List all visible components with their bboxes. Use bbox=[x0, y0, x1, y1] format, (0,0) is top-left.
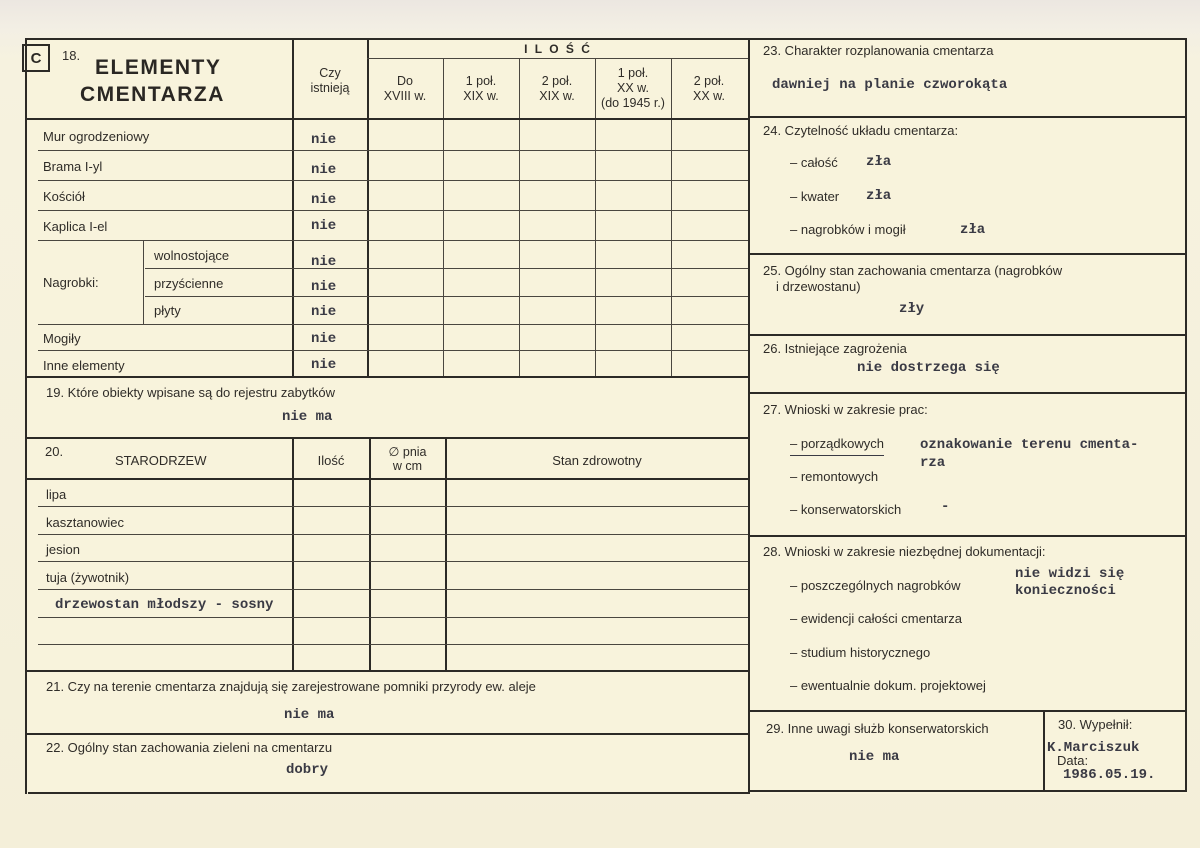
q28-item1: – poszczególnych nagrobków bbox=[790, 578, 961, 593]
element-value-graves: nie bbox=[311, 331, 337, 347]
q27-item1-value1: oznakowanie terenu cmenta- bbox=[920, 437, 1139, 453]
element-value-wall-mounted: nie bbox=[311, 279, 337, 295]
q20-title: STARODRZEW bbox=[115, 453, 207, 468]
section-letter: C bbox=[30, 49, 42, 67]
q21-label: 21. Czy na terenie cmentarza znajdują się zarejestrowane pomniki przyrody ew. aleje bbox=[46, 679, 536, 694]
q27-item3-value: - bbox=[941, 499, 950, 515]
element-label-other: Inne elementy bbox=[43, 358, 125, 373]
q25-answer: zły bbox=[899, 301, 925, 317]
q24-item2-value: zła bbox=[866, 188, 892, 204]
element-label-graves: Mogiły bbox=[43, 331, 81, 346]
q21-answer: nie ma bbox=[284, 707, 335, 723]
q28-answer1: nie widzi się bbox=[1015, 566, 1125, 582]
q26-label: 26. Istniejące zagrożenia bbox=[763, 341, 907, 356]
element-label-gate: Brama I-yl bbox=[43, 159, 103, 174]
q20-col-qty: Ilość bbox=[317, 453, 345, 468]
q30-date: 1986.05.19. bbox=[1063, 767, 1156, 783]
element-label-freestanding: wolnostojące bbox=[154, 248, 230, 263]
element-value-other: nie bbox=[311, 357, 337, 373]
element-value-wall: nie bbox=[311, 132, 337, 148]
q22-answer: dobry bbox=[286, 762, 329, 778]
q24-label: 24. Czytelność układu cmentarza: bbox=[763, 123, 959, 138]
q29-answer: nie ma bbox=[849, 749, 900, 765]
q27-item1-value2: rza bbox=[920, 455, 946, 471]
period-1-l2: XVIII w. bbox=[383, 89, 427, 103]
q20-col-health: Stan zdrowotny bbox=[552, 453, 642, 468]
period-3-l2: XIX w. bbox=[539, 89, 575, 103]
q27-item1-label: – porządkowych bbox=[790, 436, 884, 456]
title-line1: ELEMENTY bbox=[95, 56, 222, 79]
element-label-church: Kościół bbox=[43, 189, 85, 204]
q30-date-label: Data: bbox=[1057, 753, 1089, 768]
col-exists-label2: istnieją bbox=[310, 81, 350, 95]
q20-col-diam1: ∅ pnia bbox=[388, 445, 427, 459]
element-label-wall-mounted: przyścienne bbox=[154, 276, 224, 291]
q27-item3-label: – konserwatorskich bbox=[790, 502, 902, 517]
q27-label: 27. Wnioski w zakresie prac: bbox=[763, 402, 928, 417]
period-4-l3: (do 1945 r.) bbox=[601, 96, 665, 110]
section-number: 18. bbox=[62, 48, 81, 63]
tree-jesion: jesion bbox=[46, 542, 80, 557]
element-label-wall: Mur ogrodzeniowy bbox=[43, 129, 150, 144]
q24-item3-label: – nagrobków i mogił bbox=[790, 222, 906, 237]
q25-label2: i drzewostanu) bbox=[776, 279, 861, 294]
q28-item4: – ewentualnie dokum. projektowej bbox=[790, 678, 986, 693]
q19-label: 19. Które obiekty wpisane są do rejestru zabytków bbox=[46, 385, 336, 400]
element-value-chapel: nie bbox=[311, 218, 337, 234]
q30-name: K.Marciszuk bbox=[1047, 740, 1140, 756]
tree-kasztanowiec: kasztanowiec bbox=[46, 515, 125, 530]
period-1-l1: Do bbox=[397, 74, 413, 88]
period-3-l1: 2 poł. bbox=[541, 74, 573, 88]
q28-item3: – studium historycznego bbox=[790, 645, 931, 660]
q28-label: 28. Wnioski w zakresie niezbędnej dokumentacji: bbox=[763, 544, 1046, 559]
q24-item2-label: – kwater bbox=[790, 189, 840, 204]
tree-tuja: tuja (żywotnik) bbox=[46, 570, 130, 585]
element-label-nagrobki: Nagrobki: bbox=[43, 275, 99, 290]
q24-item1-label: – całość bbox=[790, 155, 838, 170]
q28-answer2: konieczności bbox=[1015, 583, 1116, 599]
q20-col-diam2: w cm bbox=[392, 459, 423, 473]
q23-label: 23. Charakter rozplanowania cmentarza bbox=[763, 43, 994, 58]
period-5-l2: XX w. bbox=[693, 89, 725, 103]
q23-answer: dawniej na planie czworokąta bbox=[772, 77, 1008, 93]
element-value-slabs: nie bbox=[311, 304, 337, 320]
period-4-l1: 1 poł. bbox=[617, 66, 649, 80]
period-5-l1: 2 poł. bbox=[693, 74, 725, 88]
element-value-church: nie bbox=[311, 192, 337, 208]
q22-label: 22. Ogólny stan zachowania zieleni na cmentarzu bbox=[46, 740, 333, 755]
element-value-gate: nie bbox=[311, 162, 337, 178]
q19-answer: nie ma bbox=[282, 409, 333, 425]
element-value-freestanding: nie bbox=[311, 254, 337, 270]
period-2-l1: 1 poł. bbox=[465, 74, 497, 88]
q20-number: 20. bbox=[45, 444, 64, 459]
q25-label1: 25. Ogólny stan zachowania cmentarza (nagrobków bbox=[763, 263, 1063, 278]
period-4-l2: XX w. bbox=[617, 81, 649, 95]
q20-note: drzewostan młodszy - sosny bbox=[55, 597, 274, 613]
section-letter-box bbox=[22, 44, 50, 72]
period-2-l2: XIX w. bbox=[463, 89, 499, 103]
element-label-slabs: płyty bbox=[154, 303, 181, 318]
tree-lipa: lipa bbox=[46, 487, 67, 502]
q24-item1-value: zła bbox=[866, 154, 892, 170]
col-exists-label1: Czy bbox=[319, 66, 341, 80]
ilosc-header: I L O Ś Ć bbox=[524, 42, 592, 56]
q26-answer: nie dostrzega się bbox=[857, 360, 1000, 376]
title-line2: CMENTARZA bbox=[80, 83, 225, 106]
q29-label: 29. Inne uwagi służb konserwatorskich bbox=[766, 721, 989, 736]
element-label-chapel: Kaplica I-el bbox=[43, 219, 108, 234]
q27-item2-label: – remontowych bbox=[790, 469, 879, 484]
q28-item2: – ewidencji całości cmentarza bbox=[790, 611, 962, 626]
q24-item3-value: zła bbox=[960, 222, 986, 238]
q30-label: 30. Wypełnił: bbox=[1058, 717, 1133, 732]
